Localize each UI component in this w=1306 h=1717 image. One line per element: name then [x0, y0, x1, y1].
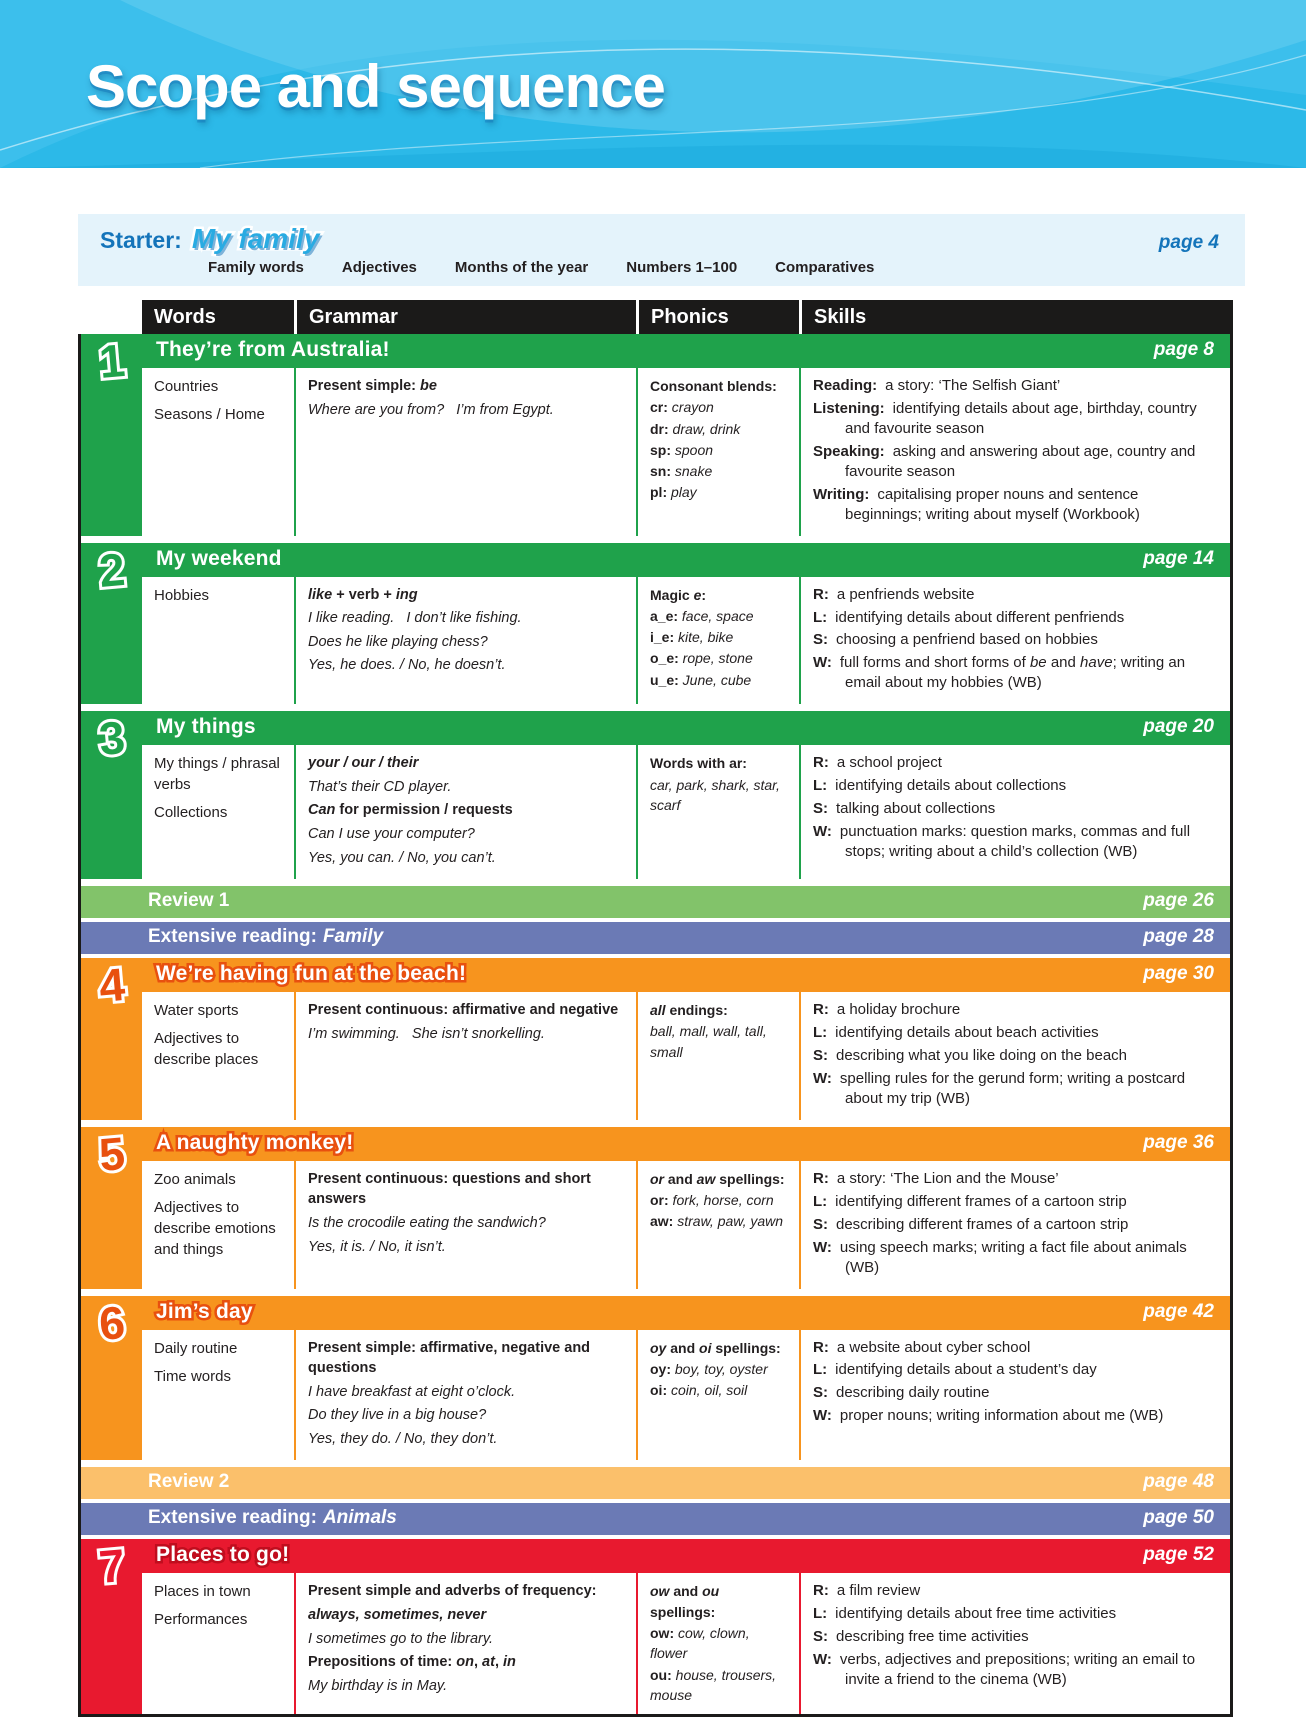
unit-number: 1 — [96, 333, 127, 389]
skill-line: S: describing daily routine — [813, 1384, 990, 1402]
unit-number-column — [81, 958, 142, 1120]
grammar-cell — [294, 1573, 636, 1714]
word-item: Hobbies — [154, 586, 210, 604]
unit-title: We’re having fun at the beach! — [156, 962, 467, 986]
unit-number-column — [81, 1539, 142, 1714]
phonics-line: or and aw spellings: — [650, 1170, 785, 1187]
phonics-line: ou: house, trousers, mouse — [650, 1666, 780, 1703]
unit-title: Jim’s day — [156, 1299, 253, 1323]
unit-title: My weekend — [156, 546, 282, 570]
skill-label: S: — [813, 800, 828, 818]
skill-line: Writing: capitalising proper nouns and sentence beginnings; writing about myself (Workbook) — [813, 485, 1140, 523]
page-ref: page 8 — [1153, 339, 1214, 360]
unit-content-row — [142, 1330, 1230, 1461]
skill-line: S: describing different frames of a cartoon strip — [813, 1215, 1129, 1233]
page-ref: page 14 — [1143, 547, 1214, 569]
unit-content-row — [142, 745, 1230, 879]
starter-header — [100, 223, 1219, 255]
band-title: Review 2 — [148, 1471, 230, 1493]
unit-3-row — [81, 711, 1230, 879]
phonics-line: pl: play — [650, 484, 697, 501]
page-ref: page 28 — [1143, 926, 1214, 948]
skill-line: R: a penfriends website — [813, 585, 975, 603]
word-item: Daily routine — [154, 1339, 238, 1357]
unit-6-row — [81, 1296, 1230, 1461]
page-ref: page 20 — [1143, 716, 1214, 738]
grammar-line: Yes, it is. / No, it isn’t. — [308, 1238, 446, 1255]
word-item: Time words — [154, 1367, 231, 1385]
grammar-line: Present simple: be — [308, 378, 437, 394]
page-ref: page 50 — [1143, 1507, 1214, 1529]
phonics-cell — [636, 368, 799, 536]
words-cell — [142, 992, 294, 1120]
starter-topic: Adjectives — [341, 259, 417, 276]
skill-label: L: — [813, 1605, 828, 1623]
phonics-line: oi: coin, oil, soil — [650, 1382, 748, 1399]
skill-line: Reading: a story: ‘The Selfish Giant’ — [813, 377, 1061, 394]
phonics-cell — [636, 1161, 799, 1289]
skill-line: W: punctuation marks: question marks, commas and full stops; writing about a child’s collection (WB) — [813, 823, 1191, 860]
word-item: Adjectives to describe emotions and things — [154, 1198, 276, 1258]
skill-line: W: using speech marks; writing a fact file about animals (WB) — [813, 1238, 1187, 1276]
skill-label: L: — [813, 777, 828, 795]
skills-cell — [799, 992, 1230, 1120]
grammar-line: Is the crocodile eating the sandwich? — [308, 1214, 546, 1231]
extensive-row — [81, 922, 1230, 954]
band-title: Review 1 — [148, 890, 230, 912]
grammar-line: I’m swimming. She isn’t snorkelling. — [308, 1025, 545, 1042]
skill-line: W: verbs, adjectives and prepositions; writing an email to invite a friend to the cinema (WB) — [813, 1651, 1196, 1689]
word-item: My things / phrasal verbs — [154, 755, 280, 794]
skill-label: R: — [813, 1001, 829, 1019]
skill-line: L: identifying different frames of a cartoon strip — [813, 1192, 1127, 1210]
unit-header — [142, 1539, 1230, 1573]
grammar-line: Yes, he does. / No, he doesn’t. — [308, 657, 506, 674]
grammar-cell — [294, 577, 636, 705]
phonics-line: cr: crayon — [650, 399, 714, 416]
skill-line: L: identifying details about beach activities — [813, 1024, 1099, 1042]
skill-line: W: proper nouns; writing information about me (WB) — [813, 1407, 1164, 1425]
unit-2-row — [81, 543, 1230, 705]
skill-label: S: — [813, 1047, 828, 1065]
skill-line: Speaking: asking and answering about age, country and favourite season — [813, 442, 1196, 480]
phonics-line: ow and ou spellings: — [650, 1583, 724, 1620]
skill-line: R: a film review — [813, 1582, 921, 1600]
grammar-line: I have breakfast at eight o’clock. — [308, 1383, 516, 1400]
phonics-line: Consonant blends: — [650, 378, 777, 394]
word-item: Countries — [154, 378, 219, 395]
skill-line: L: identifying details about a student’s day — [813, 1361, 1097, 1379]
phonics-line: o_e: rope, stone — [650, 650, 753, 667]
phonics-line: Magic e: — [650, 586, 707, 603]
skill-label: W: — [813, 1407, 832, 1425]
word-item: Performances — [154, 1611, 248, 1629]
skill-line: L: identifying details about different penfriends — [813, 608, 1125, 626]
skill-line: S: describing what you like doing on the beach — [813, 1047, 1128, 1065]
unit-content-row — [142, 992, 1230, 1120]
unit-number-column — [81, 543, 142, 705]
skill-label: S: — [813, 631, 828, 649]
unit-main — [142, 958, 1230, 1120]
words-cell — [142, 1330, 294, 1461]
unit-number: 2 — [96, 542, 127, 597]
phonics-line: Words with ar: — [650, 755, 747, 772]
unit-main — [142, 1539, 1230, 1714]
skill-line: S: talking about collections — [813, 800, 996, 818]
grammar-line: like + verb + ing — [308, 586, 418, 603]
skill-label: R: — [813, 585, 829, 603]
skills-cell — [799, 577, 1230, 705]
word-item: Places in town — [154, 1583, 251, 1601]
phonics-line: or: fork, horse, corn — [650, 1192, 774, 1209]
grammar-line: Present simple and adverbs of frequency: — [308, 1583, 597, 1600]
starter-topic: Numbers 1–100 — [626, 259, 738, 276]
words-cell — [142, 1573, 294, 1714]
phonics-line: a_e: face, space — [650, 607, 754, 624]
words-cell — [142, 745, 294, 879]
skill-line: L: identifying details about free time activities — [813, 1605, 1117, 1623]
grammar-line: always, sometimes, never — [308, 1606, 487, 1623]
review-row — [81, 1467, 1230, 1499]
skill-label: W: — [813, 1069, 832, 1087]
skill-label: S: — [813, 1628, 828, 1646]
grammar-line: Yes, they do. / No, they don’t. — [308, 1430, 498, 1447]
grammar-cell — [294, 1330, 636, 1461]
phonics-cell — [636, 992, 799, 1120]
unit-header — [142, 711, 1230, 745]
grammar-cell — [294, 992, 636, 1120]
grammar-line: Can I use your computer? — [308, 825, 475, 842]
grammar-line: My birthday is in May. — [308, 1677, 448, 1694]
phonics-line: i_e: kite, bike — [650, 629, 734, 646]
skill-label: R: — [813, 1169, 829, 1187]
skill-label: Writing: — [813, 485, 870, 503]
phonics-line: oy: boy, toy, oyster — [650, 1360, 768, 1377]
word-item: Seasons / Home — [154, 406, 265, 423]
unit-5-row — [81, 1127, 1230, 1289]
grammar-line: Where are you from? I’m from Egypt. — [308, 401, 554, 418]
column-header-grammar: Grammar — [294, 300, 636, 334]
skill-label: R: — [813, 1582, 829, 1600]
word-item: Adjectives to describe places — [154, 1030, 259, 1069]
phonics-line: u_e: June, cube — [650, 671, 752, 688]
skills-cell — [799, 745, 1230, 879]
unit-number-column — [81, 1296, 142, 1461]
unit-main — [142, 543, 1230, 705]
starter-title: My family — [191, 223, 320, 254]
unit-header — [142, 1127, 1230, 1161]
phonics-line: dr: draw, drink — [650, 420, 741, 437]
unit-number: 6 — [96, 1295, 127, 1350]
unit-header — [142, 1296, 1230, 1330]
words-cell — [142, 577, 294, 705]
skill-line: R: a holiday brochure — [813, 1001, 961, 1019]
word-item: Collections — [154, 804, 228, 822]
grammar-line: That’s their CD player. — [308, 778, 452, 795]
grammar-cell — [294, 745, 636, 879]
unit-header — [142, 334, 1230, 368]
column-header-words: Words — [154, 305, 216, 328]
phonics-line: all endings: — [650, 1002, 728, 1019]
grammar-line: Present continuous: questions and short answers — [308, 1170, 595, 1208]
unit-content-row — [142, 1161, 1230, 1289]
skill-label: Speaking: — [813, 442, 885, 460]
column-header-skills: Skills — [799, 300, 1233, 334]
phonics-line: sp: spoon — [650, 441, 714, 458]
unit-content-row — [142, 1573, 1230, 1714]
skill-label: S: — [813, 1215, 828, 1233]
skills-cell — [799, 1330, 1230, 1461]
unit-main — [142, 334, 1230, 536]
phonics-line: sn: snake — [650, 463, 713, 480]
page-ref: page 26 — [1143, 890, 1214, 912]
skill-label: Reading: — [813, 377, 878, 394]
page-title: Scope and sequence — [86, 53, 665, 120]
scope-table — [78, 300, 1233, 1717]
skills-cell — [799, 1573, 1230, 1714]
skill-line: S: describing free time activities — [813, 1628, 1029, 1646]
skill-label: W: — [813, 1238, 832, 1256]
starter-section — [78, 214, 1245, 286]
skill-label: R: — [813, 1338, 829, 1356]
skill-label: W: — [813, 1651, 832, 1669]
unit-title: They’re from Australia! — [156, 338, 390, 361]
starter-topics — [208, 259, 1219, 276]
grammar-line: Yes, you can. / No, you can’t. — [308, 849, 496, 866]
phonics-cell — [636, 1573, 799, 1714]
unit-number-column — [81, 334, 142, 536]
skill-label: R: — [813, 754, 829, 772]
review-row — [81, 886, 1230, 918]
words-cell — [142, 1161, 294, 1289]
unit-header — [142, 543, 1230, 577]
band-title: Extensive reading: Animals — [148, 1507, 397, 1529]
grammar-cell — [294, 1161, 636, 1289]
extensive-row — [81, 1503, 1230, 1535]
unit-main — [142, 1296, 1230, 1461]
phonics-cell — [636, 1330, 799, 1461]
grammar-line: your / our / their — [308, 755, 419, 772]
skill-label: L: — [813, 1024, 828, 1042]
starter-topic: Comparatives — [775, 259, 875, 276]
skill-line: W: spelling rules for the gerund form; writing a postcard about my trip (WB) — [813, 1069, 1186, 1107]
unit-7-row — [81, 1539, 1230, 1714]
grammar-line: Can for permission / requests — [308, 802, 513, 819]
unit-header — [142, 958, 1230, 992]
phonics-line: car, park, shark, star, scarf — [650, 776, 784, 813]
unit-number: 5 — [96, 1126, 127, 1181]
unit-main — [142, 1127, 1230, 1289]
grammar-line: Present continuous: affirmative and negative — [308, 1002, 619, 1019]
unit-title: My things — [156, 715, 256, 739]
column-header-phonics: Phonics — [636, 300, 799, 334]
page-banner — [0, 0, 1306, 168]
skill-line: L: identifying details about collections — [813, 777, 1067, 795]
band-title: Extensive reading: Family — [148, 926, 384, 948]
grammar-cell — [294, 368, 636, 536]
word-item: Zoo animals — [154, 1170, 236, 1188]
page-ref: page 52 — [1143, 1544, 1214, 1566]
page-ref: page 30 — [1143, 963, 1214, 985]
grammar-line: I sometimes go to the library. — [308, 1630, 494, 1647]
table-body — [78, 334, 1233, 1717]
phonics-line: aw: straw, paw, yawn — [650, 1213, 784, 1230]
skill-line: Listening: identifying details about age, birthday, country and favourite season — [813, 399, 1197, 437]
skill-line: R: a story: ‘The Lion and the Mouse’ — [813, 1169, 1059, 1187]
skill-label: L: — [813, 1192, 828, 1210]
skill-line: W: full forms and short forms of be and have; writing an email about my hobbies (WB) — [813, 654, 1186, 692]
starter-page-ref: page 4 — [1158, 232, 1219, 253]
unit-number: 4 — [96, 958, 127, 1013]
skill-label: S: — [813, 1384, 828, 1402]
grammar-line: Prepositions of time: on, at, in — [308, 1654, 516, 1671]
skill-line: S: choosing a penfriend based on hobbies — [813, 631, 1098, 649]
page-ref: page 48 — [1143, 1471, 1214, 1493]
unit-number-column — [81, 711, 142, 879]
words-cell — [142, 368, 294, 536]
phonics-line: ow: cow, clown, flower — [650, 1625, 754, 1662]
word-item: Water sports — [154, 1002, 239, 1020]
phonics-cell — [636, 745, 799, 879]
grammar-line: Do they live in a big house? — [308, 1407, 487, 1424]
unit-content-row — [142, 368, 1230, 536]
skill-label: W: — [813, 823, 832, 841]
page-ref: page 36 — [1143, 1131, 1214, 1153]
unit-number: 3 — [96, 711, 127, 766]
skills-cell — [799, 1161, 1230, 1289]
unit-content-row — [142, 577, 1230, 705]
skill-line: R: a school project — [813, 754, 942, 772]
grammar-line: Present simple: affirmative, negative and questions — [308, 1339, 595, 1377]
grammar-line: I like reading. I don’t like fishing. — [308, 610, 522, 627]
unit-title: Places to go! — [156, 1543, 290, 1567]
skill-label: Listening: — [813, 399, 885, 417]
skill-label: L: — [813, 1361, 828, 1379]
grammar-line: Does he like playing chess? — [308, 633, 488, 650]
unit-main — [142, 711, 1230, 879]
starter-topic: Family words — [208, 259, 304, 276]
phonics-cell — [636, 577, 799, 705]
unit-title: A naughty monkey! — [156, 1130, 354, 1154]
unit-4-row — [81, 958, 1230, 1120]
unit-number: 7 — [96, 1539, 127, 1594]
skill-label: L: — [813, 608, 828, 626]
starter-label: Starter: — [100, 227, 182, 253]
unit-1-row — [81, 334, 1230, 536]
skill-line: R: a website about cyber school — [813, 1338, 1031, 1356]
phonics-line: oy and oi spellings: — [650, 1339, 781, 1356]
page-ref: page 42 — [1143, 1300, 1214, 1322]
skill-label: W: — [813, 654, 832, 672]
unit-number-column — [81, 1127, 142, 1289]
phonics-line: ball, mall, wall, tall, small — [650, 1023, 771, 1060]
skills-cell — [799, 368, 1230, 536]
column-header-row — [142, 300, 1233, 334]
starter-topic: Months of the year — [454, 259, 589, 276]
